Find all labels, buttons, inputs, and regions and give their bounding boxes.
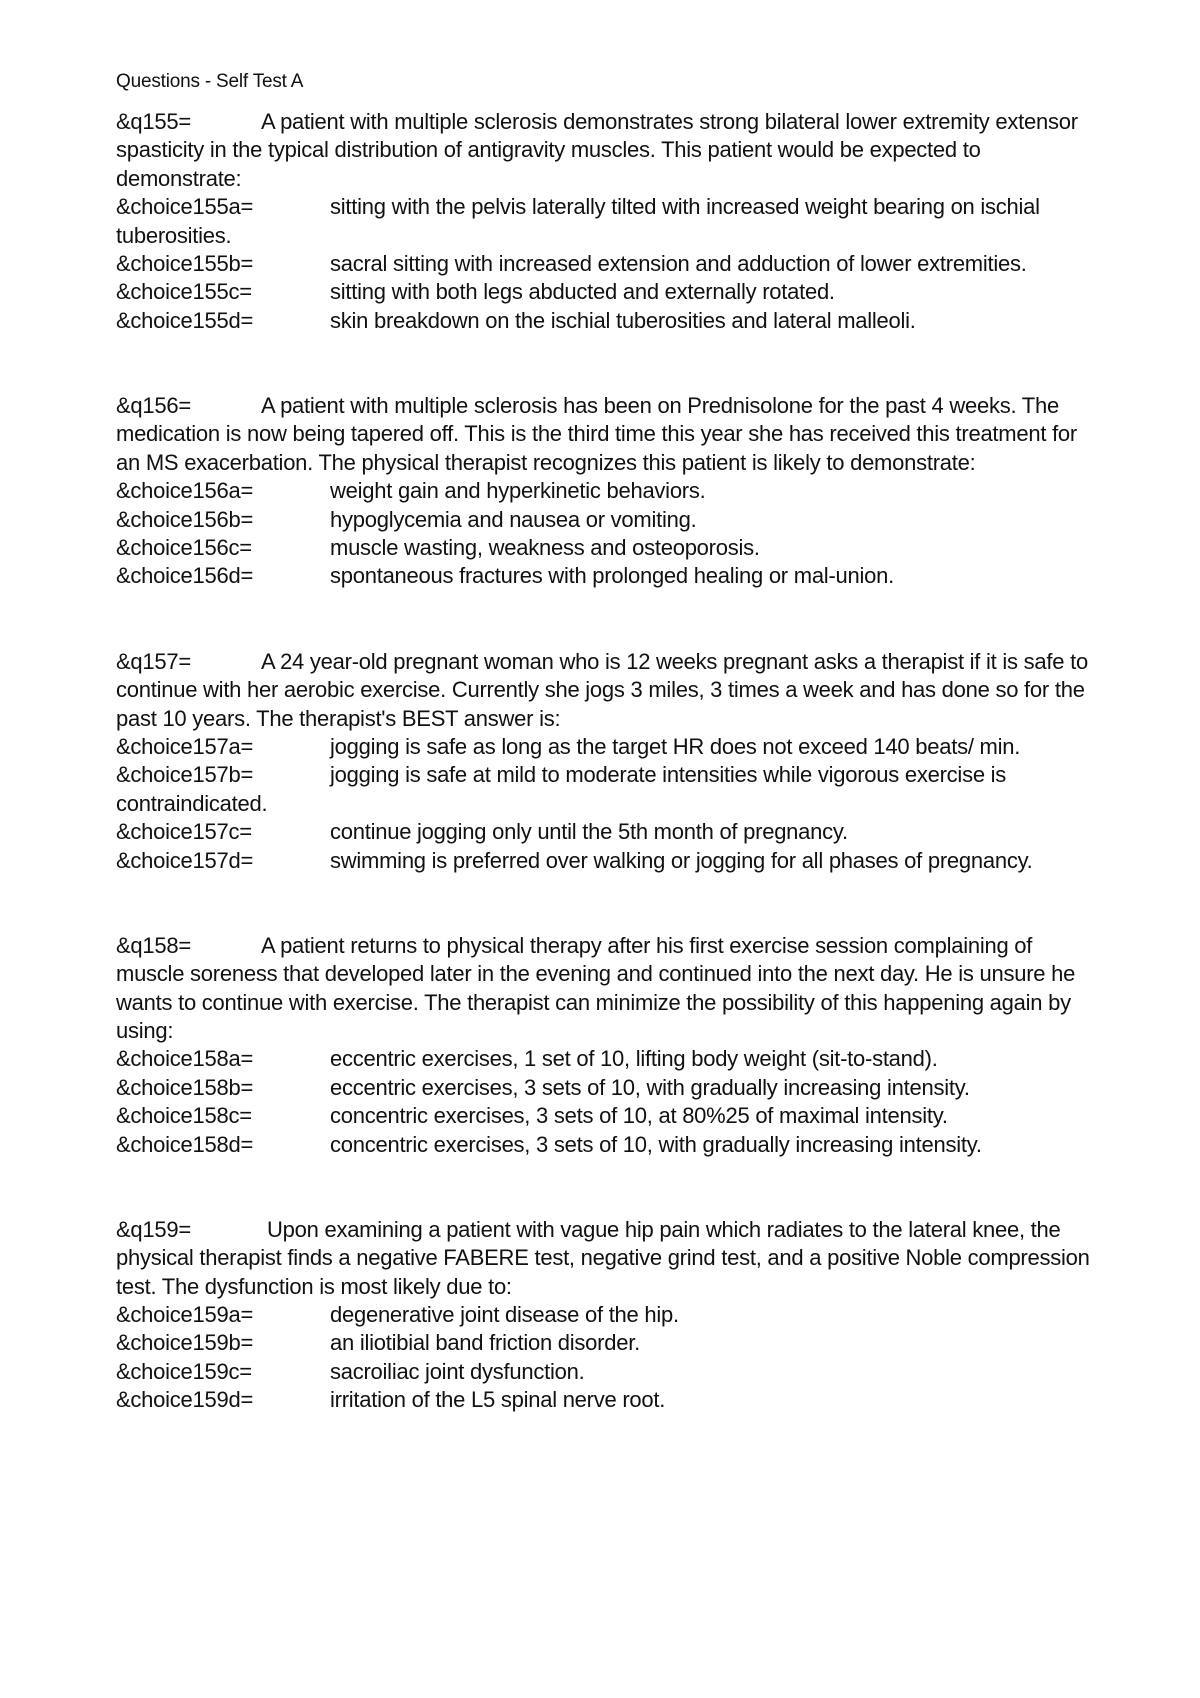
choice bbox=[116, 307, 1096, 335]
choice-text: concentric exercises, 3 sets of 10, at 80%25 of maximal intensity. bbox=[330, 1103, 948, 1129]
choice-text: sitting with the pelvis laterally tilted with increased weight bearing on ischial tuberosities. bbox=[116, 194, 1040, 248]
question-text: A 24 year-old pregnant woman who is 12 weeks pregnant asks a therapist if it is safe to continue with her aerobic exercise. Currently she jogs 3 miles, 3 times a week and has done so for the past 10 years. The therapist's BEST answer is: bbox=[116, 648, 1088, 731]
choice-tag: &choice159d= bbox=[116, 1387, 254, 1413]
choice bbox=[116, 250, 1096, 278]
choice-tag: &choice157a= bbox=[116, 733, 254, 759]
choice-text: eccentric exercises, 3 sets of 10, with gradually increasing intensity. bbox=[330, 1074, 970, 1100]
question-stem bbox=[116, 108, 1096, 193]
choice-text: sacral sitting with increased extension and adduction of lower extremities. bbox=[330, 251, 1027, 277]
choice-text: jogging is safe at mild to moderate intensities while vigorous exercise is contraindicated. bbox=[116, 762, 1007, 816]
choice-text: spontaneous fractures with prolonged healing or mal-union. bbox=[330, 563, 894, 589]
choice bbox=[116, 1045, 1096, 1073]
choice bbox=[116, 1329, 1096, 1357]
question-text: A patient with multiple sclerosis demonstrates strong bilateral lower extremity extensor spasticity in the typical distribution of antigravity muscles. This patient would be expected to demonstrate: bbox=[116, 109, 1078, 191]
question-text: A patient with multiple sclerosis has been on Prednisolone for the past 4 weeks. The medication is now being tapered off. This is the third time this year she has received this treatment for an MS exacerbation. The physical therapist recognizes this patient is likely to demonstrate: bbox=[116, 393, 1077, 475]
choice-text: an iliotibial band friction disorder. bbox=[330, 1330, 640, 1356]
choice-text: hypoglycemia and nausea or vomiting. bbox=[330, 506, 697, 532]
question-155 bbox=[116, 108, 1096, 335]
choice-tag: &choice157b= bbox=[116, 762, 254, 788]
choice-tag: &choice156b= bbox=[116, 506, 254, 532]
question-157 bbox=[116, 648, 1096, 875]
choice-tag: &choice159c= bbox=[116, 1358, 252, 1384]
choice-tag: &choice155a= bbox=[116, 194, 254, 220]
document-page bbox=[116, 68, 1096, 1415]
question-tag: &q155= bbox=[116, 109, 191, 134]
choice-text: sitting with both legs abducted and externally rotated. bbox=[330, 279, 835, 305]
choice-tag: &choice157c= bbox=[116, 819, 252, 845]
choice bbox=[116, 847, 1096, 875]
question-tag: &q156= bbox=[116, 393, 191, 419]
choice bbox=[116, 733, 1096, 761]
choice bbox=[116, 193, 1096, 250]
choice-tag: &choice158c= bbox=[116, 1103, 252, 1129]
document-header: Questions - Self Test A bbox=[116, 71, 304, 92]
choice bbox=[116, 278, 1096, 306]
choice bbox=[116, 506, 1096, 534]
choice-text: concentric exercises, 3 sets of 10, with gradually increasing intensity. bbox=[330, 1131, 982, 1157]
choice-tag: &choice155b= bbox=[116, 251, 254, 277]
question-stem bbox=[116, 392, 1096, 477]
question-stem bbox=[116, 1216, 1096, 1301]
choice-tag: &choice157d= bbox=[116, 847, 254, 873]
choice bbox=[116, 761, 1096, 818]
choice-text: skin breakdown on the ischial tuberosities and lateral malleoli. bbox=[330, 307, 916, 333]
choice-text: weight gain and hyperkinetic behaviors. bbox=[330, 478, 706, 504]
question-tag: &q157= bbox=[116, 648, 191, 674]
choice-tag: &choice159a= bbox=[116, 1302, 254, 1327]
choice-tag: &choice156a= bbox=[116, 478, 254, 504]
question-tag: &q159= bbox=[116, 1216, 191, 1242]
choice bbox=[116, 477, 1096, 505]
choice-tag: &choice155d= bbox=[116, 307, 254, 333]
question-tag: &q158= bbox=[116, 932, 191, 958]
choice bbox=[116, 1301, 1096, 1329]
choice-tag: &choice155c= bbox=[116, 279, 252, 305]
choice bbox=[116, 1386, 1096, 1414]
choice-text: degenerative joint disease of the hip. bbox=[330, 1302, 679, 1327]
question-159 bbox=[116, 1216, 1096, 1415]
choice bbox=[116, 1074, 1096, 1102]
question-158 bbox=[116, 932, 1096, 1159]
choice bbox=[116, 818, 1096, 846]
choice-text: irritation of the L5 spinal nerve root. bbox=[330, 1387, 666, 1413]
choice bbox=[116, 1102, 1096, 1130]
choice-text: swimming is preferred over walking or jogging for all phases of pregnancy. bbox=[330, 847, 1033, 873]
choice-text: jogging is safe as long as the target HR does not exceed 140 beats/ min. bbox=[330, 733, 1021, 759]
question-stem bbox=[116, 932, 1096, 1046]
choice-tag: &choice158b= bbox=[116, 1074, 254, 1100]
question-text: A patient returns to physical therapy after his first exercise session complaining of muscle soreness that developed later in the evening and continued into the next day. He is unsure he wants to continue with exercise. The therapist can minimize the possibility of this happening again by using: bbox=[116, 932, 1076, 1043]
question-stem bbox=[116, 648, 1096, 733]
choice-tag: &choice156c= bbox=[116, 535, 252, 561]
choice-text: eccentric exercises, 1 set of 10, lifting body weight (sit-to-stand). bbox=[330, 1046, 938, 1072]
choice bbox=[116, 1358, 1096, 1386]
question-text: Upon examining a patient with vague hip pain which radiates to the lateral knee, the physical therapist finds a negative FABERE test, negative grind test, and a positive Noble compression test. The dysfunction is most likely due to: bbox=[116, 1216, 1090, 1299]
question-156 bbox=[116, 392, 1096, 591]
choice bbox=[116, 1131, 1096, 1159]
choice-text: sacroiliac joint dysfunction. bbox=[330, 1358, 585, 1384]
choice-text: continue jogging only until the 5th month of pregnancy. bbox=[330, 819, 848, 845]
choice-tag: &choice156d= bbox=[116, 563, 254, 589]
choice-text: muscle wasting, weakness and osteoporosis. bbox=[330, 535, 760, 561]
choice bbox=[116, 562, 1096, 590]
choice bbox=[116, 534, 1096, 562]
choice-tag: &choice158d= bbox=[116, 1131, 254, 1157]
choice-tag: &choice159b= bbox=[116, 1330, 254, 1356]
choice-tag: &choice158a= bbox=[116, 1046, 254, 1072]
